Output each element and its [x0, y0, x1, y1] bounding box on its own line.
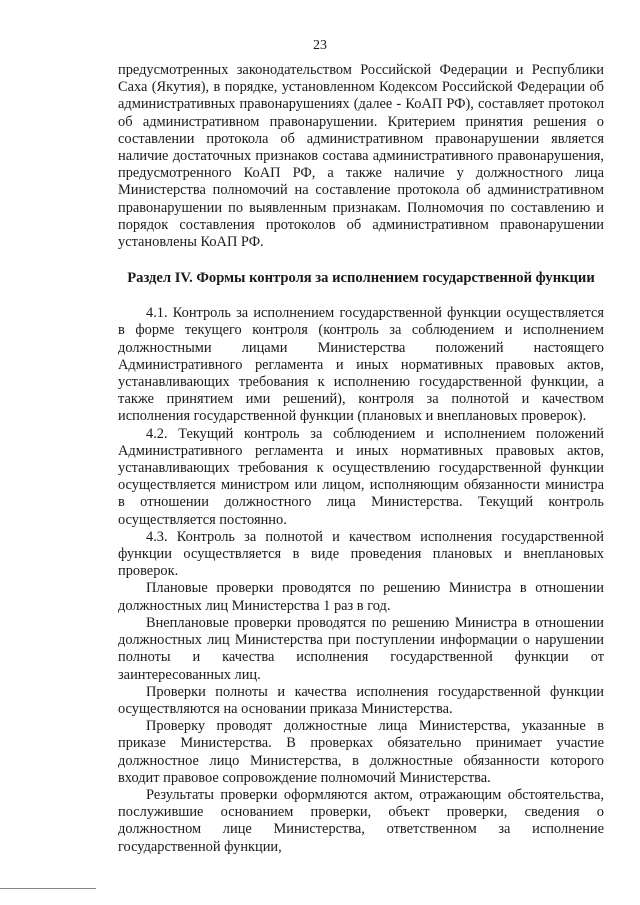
page-body	[118, 62, 604, 856]
page-number: 23	[313, 38, 327, 53]
footer-divider	[0, 888, 96, 889]
paragraph-check-officials: Проверку проводят должностные лица Министерства, указанные в приказе Министерства. В проверках обязательно принимает участие должностное лицо Министерства, в должностные обязанности которого входит правовое сопровождение полномочий Министерства.	[118, 718, 604, 786]
paragraph-4-1: 4.1. Контроль за исполнением государственной функции осуществляется в форме текущего контроля (контроль за соблюдением и исполнением должностными лицами Министерства положений настоящего Административного регламента и иных нормативных правовых актов, устанавливающих требования к исполнению государственной функции, а также принятием ими решений), контроля за полнотой и качеством исполнения государственной функции (плановых и внеплановых проверок).	[118, 305, 604, 425]
paragraph-check-results: Результаты проверки оформляются актом, отражающим обстоятельства, послужившие основанием проверки, объект проверки, сведения о должностном лице Министерства, ответственном за исполнение государственной функции,	[118, 786, 604, 855]
paragraph-check-basis: Проверки полноты и качества исполнения государственной функции осуществляются на основании приказа Министерства.	[118, 683, 604, 717]
paragraph-4-3: 4.3. Контроль за полнотой и качеством исполнения государственной функции осуществляется в виде проведения плановых и внеплановых проверок.	[118, 528, 604, 580]
intro-paragraph: предусмотренных законодательством Российской Федерации и Республики Саха (Якутия), в порядке, установленном Кодексом Российской Федерации об административных правонарушениях (далее - КоАП РФ), составляет протокол об административном правонарушении. Критерием принятия решения о составлении протокола об административном правонарушении является наличие достаточных признаков состава административного правонарушения, предусмотренного КоАП РФ, а также наличие у должностного лица Министерства полномочий на составление протокола об административном правонарушении по выявленным признакам. Полномочия по составлению и порядок составления протоколов об административном правонарушении установлены КоАП РФ.	[118, 62, 604, 251]
paragraph-planned-checks: Плановые проверки проводятся по решению Министра в отношении должностных лиц Министерства 1 раз в год.	[118, 580, 604, 614]
section-heading: Раздел IV. Формы контроля за исполнением государственной функции	[127, 270, 595, 287]
paragraph-4-2: 4.2. Текущий контроль за соблюдением и исполнением положений Административного регламента и иных нормативных правовых актов, устанавливающих требования к осуществлению государственной функции осуществляется министром или лицом, исполняющим обязанности министра в отношении должностного лица Министерства. Текущий контроль осуществляется постоянно.	[118, 425, 604, 528]
paragraph-unplanned-checks: Внеплановые проверки проводятся по решению Министра в отношении должностных лиц Министерства при поступлении информации о нарушении полноты и качества исполнения государственной функции от заинтересованных лиц.	[118, 614, 604, 683]
